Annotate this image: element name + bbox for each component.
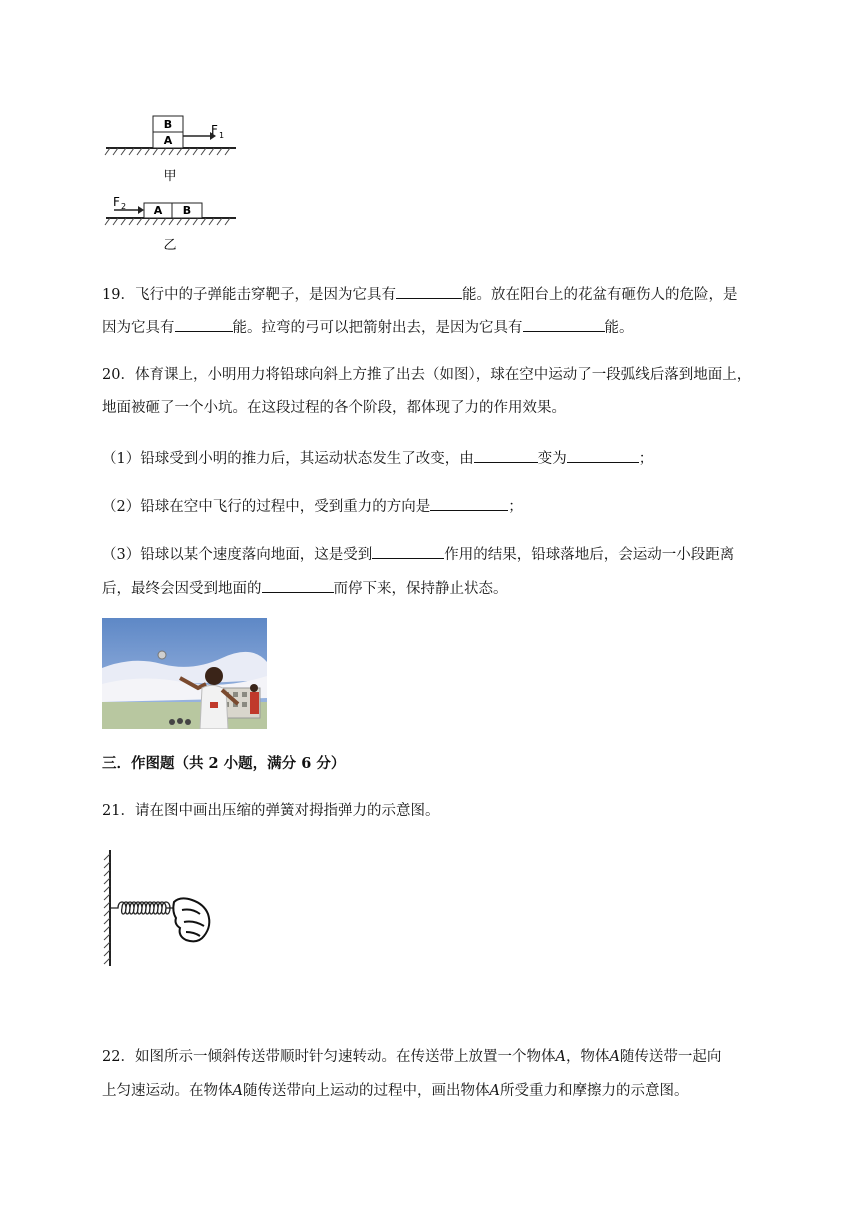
shot-put-photo: [102, 618, 267, 729]
section-3-title: 三．作图题（共 2 小题，满分 6 分）: [102, 755, 346, 772]
q20-blank3[interactable]: [430, 495, 508, 511]
q22-line2: 上匀速运动。在物体A随传送带向上运动的过程中，画出物体A所受重力和摩擦力的示意图。: [102, 1083, 689, 1099]
q20-part1: （1）铅球受到小明的推力后，其运动状态发生了改变，由 变为 ；: [102, 447, 653, 469]
force-f2-label: F: [113, 195, 120, 209]
caption-yi: 乙: [163, 238, 177, 252]
block-b-label: B: [163, 118, 173, 131]
force-f1-label: F: [211, 123, 218, 137]
q19-line1: 19．飞行中的子弹能击穿靶子，是因为它具有 能。放在阳台上的花盆有砸伤人的危险，是: [102, 283, 737, 305]
q20-blank4[interactable]: [372, 543, 444, 559]
svg-text:1: 1: [219, 131, 225, 140]
caption-jia: 甲: [163, 169, 177, 184]
q22-line1: 22．如图所示一倾斜传送带顺时针匀速转动。在传送带上放置一个物体A，物体A随传送带一起向: [102, 1049, 722, 1065]
q20-part2: （2）铅球在空中飞行的过程中，受到重力的方向是 ；: [102, 495, 523, 517]
thumb-hand: [173, 898, 209, 941]
q19-blank2[interactable]: [175, 316, 233, 332]
svg-text:2: 2: [121, 202, 127, 211]
figure-blocks-jia-yi: [100, 112, 245, 252]
q21-text: 21．请在图中画出压缩的弹簧对拇指弹力的示意图。: [102, 803, 440, 819]
q19-blank1[interactable]: [396, 283, 462, 299]
q20-line1: 20．体育课上，小明用力将铅球向斜上方推了出去（如图），球在空中运动了一段弧线后落到地面上，: [102, 367, 752, 383]
q20-part4: 后，最终会因受到地面的 而停下来，保持静止状态。: [102, 577, 508, 599]
spring-thumb-figure: [100, 848, 220, 970]
q19-line2: 因为它具有 能。拉弯的弓可以把箭射出去，是因为它具有 能。: [102, 316, 634, 338]
shot-put-ball: [158, 651, 166, 659]
svg-text:B: B: [182, 204, 192, 217]
q20-blank2[interactable]: [567, 447, 639, 463]
q20-line2: 地面被砸了一个小坑。在这段过程的各个阶段，都体现了力的作用效果。: [102, 400, 566, 416]
svg-text:A: A: [153, 204, 163, 217]
q20-blank1[interactable]: [474, 447, 538, 463]
compressed-spring: [110, 902, 174, 914]
q20-blank5[interactable]: [262, 577, 334, 593]
q20-part3: （3）铅球以某个速度落向地面，这是受到 作用的结果，铅球落地后，会运动一小段距离: [102, 543, 734, 565]
block-a-label: A: [163, 134, 173, 147]
q19-blank3[interactable]: [523, 316, 605, 332]
